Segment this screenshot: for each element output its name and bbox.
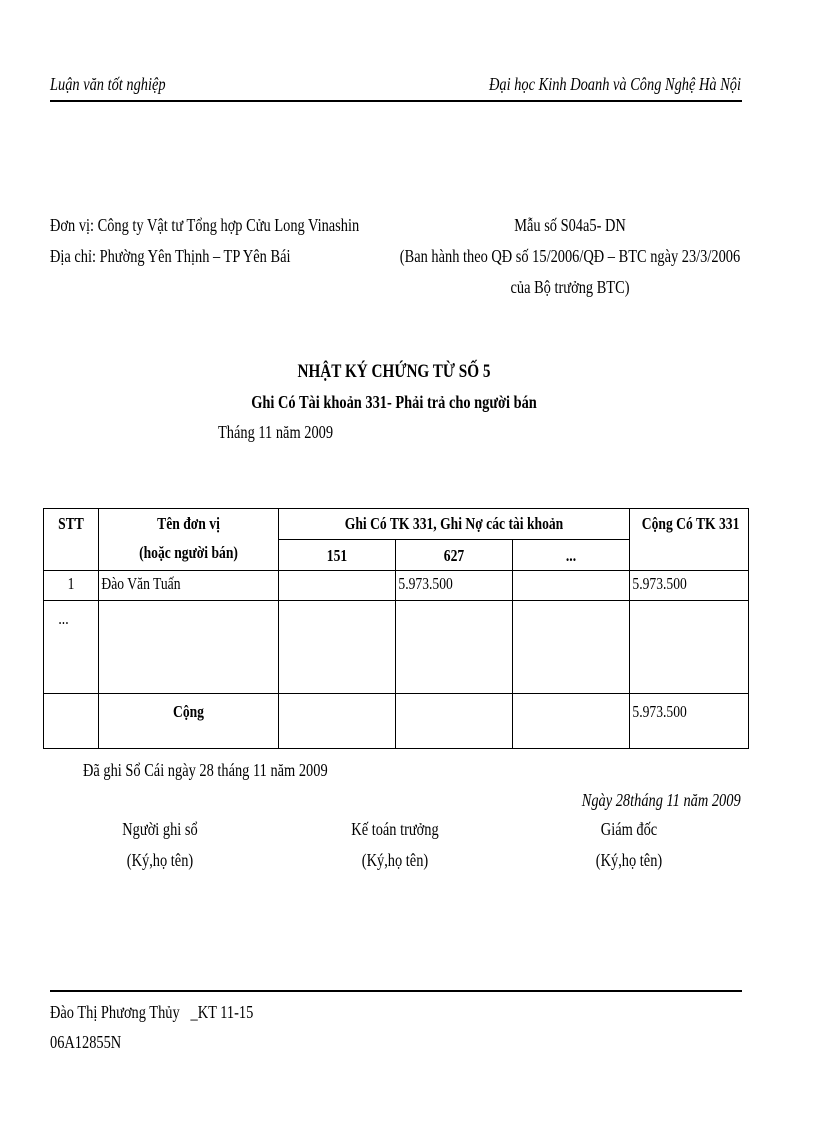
- sign-date: Ngày 28tháng 11 năm 2009: [582, 790, 741, 810]
- ledger-note: Đã ghi Sổ Cái ngày 28 tháng 11 năm 2009: [83, 760, 328, 780]
- row2-more: [513, 601, 630, 694]
- row1-name: Đào Văn Tuấn: [99, 571, 279, 601]
- author-line: Đào Thị Phương Thủy _KT 11-15: [50, 1002, 254, 1022]
- row1-more: [513, 571, 630, 601]
- ledger-table: [43, 508, 749, 749]
- col-151-header: 151: [279, 540, 396, 571]
- signer-chief-accountant-title: Kế toán trưởng: [351, 819, 439, 839]
- sum-151: [279, 694, 396, 749]
- signer-recorder-note: (Ký,họ tên): [126, 850, 194, 870]
- row1-151: [279, 571, 396, 601]
- signer-director-title: Giám đốc: [600, 819, 658, 839]
- row2-627: [396, 601, 513, 694]
- signer-director-note: (Ký,họ tên): [595, 850, 663, 870]
- company-unit: Đơn vị: Công ty Vật tư Tổng hợp Cửu Long Vinashin: [50, 215, 360, 235]
- row2-total: [630, 601, 749, 694]
- page-title: NHẬT KÝ CHỨNG TỪ SỐ 5: [297, 361, 491, 382]
- table-row: [44, 601, 749, 694]
- student-id: 06A12855N: [50, 1032, 122, 1052]
- sum-more: [513, 694, 630, 749]
- row2-151: [279, 601, 396, 694]
- col-unit-header: Tên đơn vị: [99, 509, 279, 540]
- company-address: Địa chỉ: Phường Yên Thịnh – TP Yên Bái: [50, 246, 291, 266]
- col-unit-subheader: (hoặc người bán): [99, 540, 279, 571]
- col-627-header: 627: [396, 540, 513, 571]
- form-code: Mẫu số S04a5- DN: [514, 215, 626, 235]
- signer-chief-accountant-note: (Ký,họ tên): [361, 850, 429, 870]
- table-row: [44, 571, 749, 601]
- form-issued-line2: của Bộ trưởng BTC): [510, 277, 630, 297]
- row2-name: [99, 601, 279, 694]
- header-rule: [50, 100, 742, 102]
- period: Tháng 11 năm 2009: [218, 422, 334, 442]
- sum-total: 5.973.500: [630, 694, 749, 749]
- table-sum-row: [44, 694, 749, 749]
- col-stt-header: STT: [44, 509, 99, 571]
- form-issued-line1: (Ban hành theo QĐ số 15/2006/QĐ – BTC ngày 23/3/2006: [399, 246, 741, 266]
- sum-label: Cộng: [99, 694, 279, 749]
- row1-total: 5.973.500: [630, 571, 749, 601]
- signer-recorder-title: Người ghi sổ: [122, 819, 198, 839]
- sum-stt: [44, 694, 99, 749]
- row1-627: 5.973.500: [396, 571, 513, 601]
- header-right: Đại học Kinh Doanh và Công Nghệ Hà Nội: [489, 74, 741, 94]
- row1-stt: 1: [44, 571, 99, 601]
- col-more-header: ...: [513, 540, 630, 571]
- sum-627: [396, 694, 513, 749]
- header-left: Luận văn tốt nghiệp: [50, 74, 166, 94]
- col-total-header: Cộng Có TK 331: [630, 509, 749, 571]
- footer-rule: [50, 990, 742, 992]
- page-subtitle: Ghi Có Tài khoản 331- Phải trả cho người bán: [251, 392, 537, 412]
- row2-stt: ...: [44, 601, 99, 694]
- col-group-header: Ghi Có TK 331, Ghi Nợ các tài khoản: [279, 509, 630, 540]
